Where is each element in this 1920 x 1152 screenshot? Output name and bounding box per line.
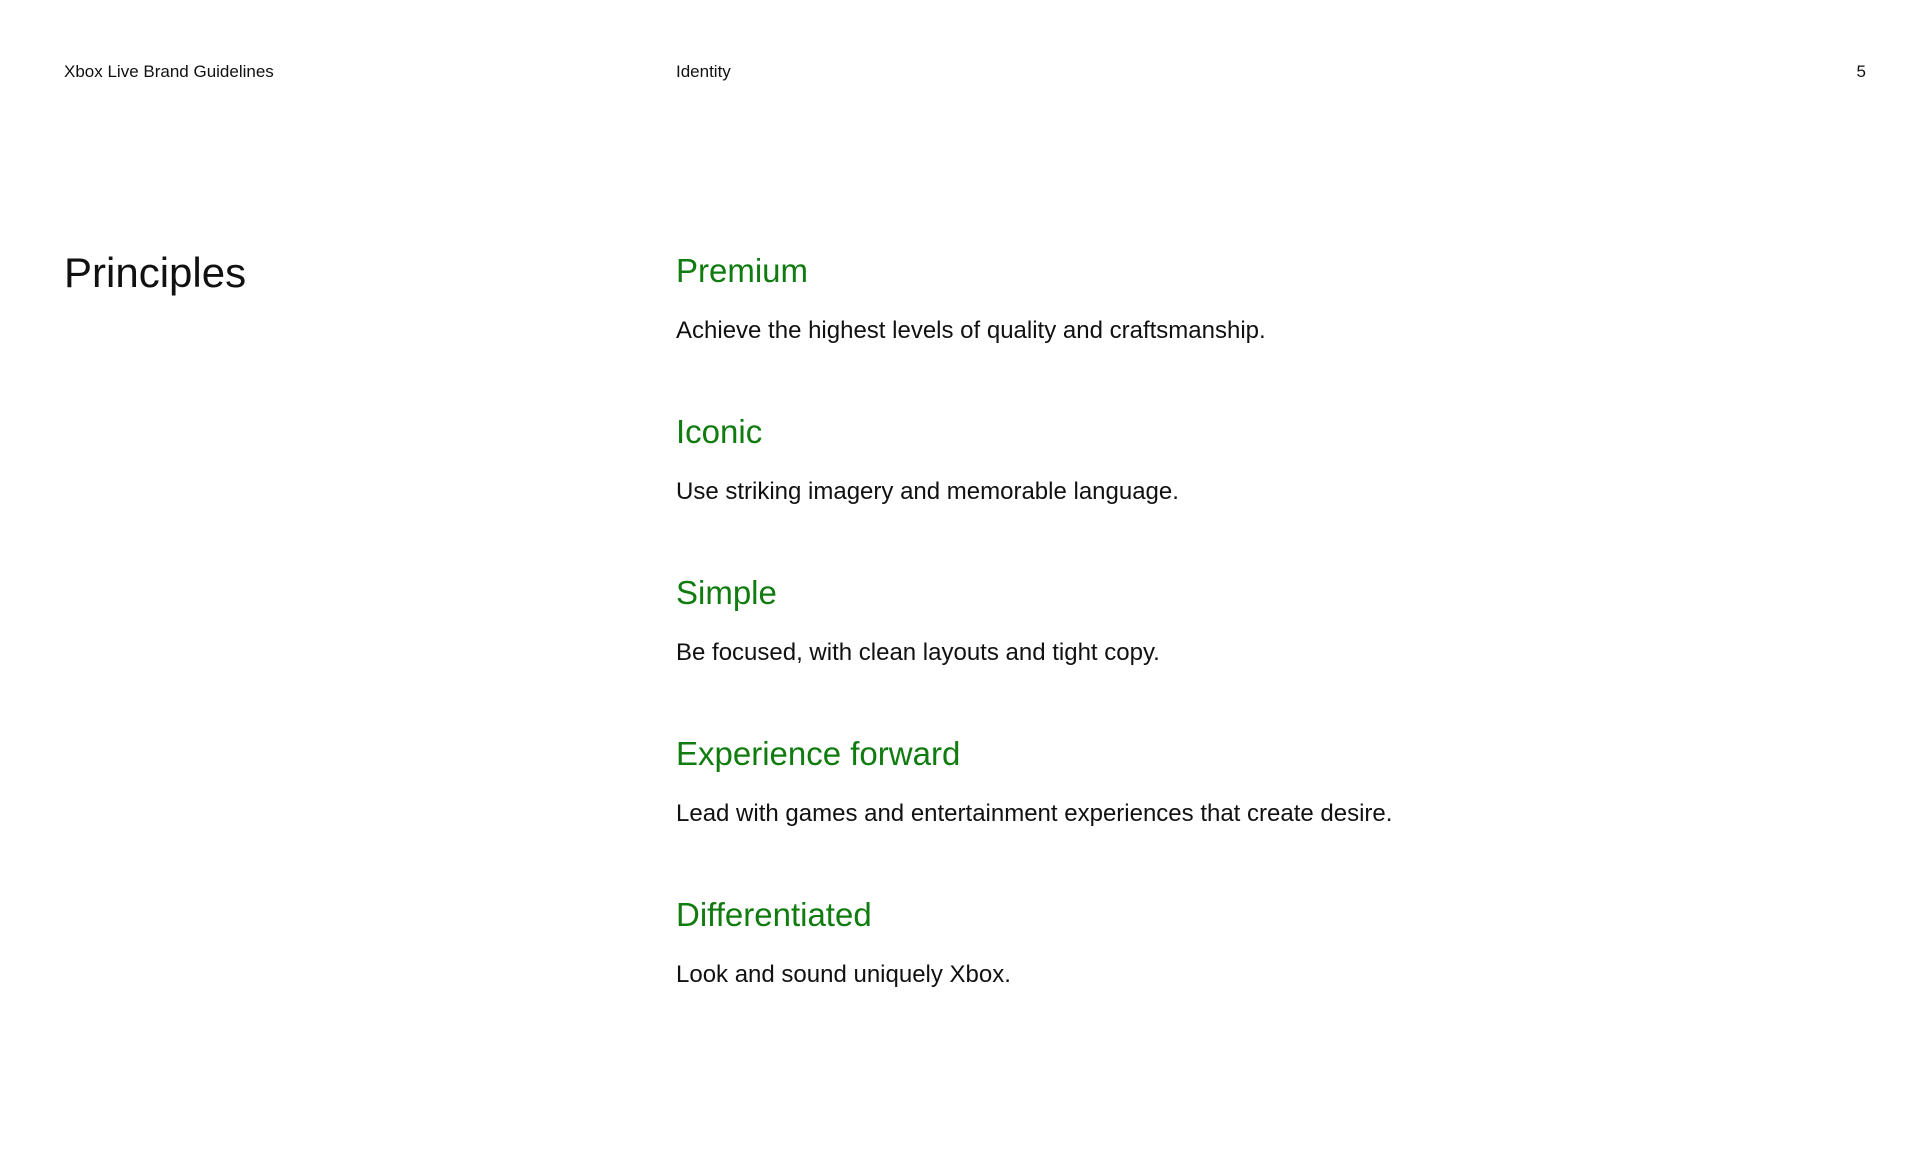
page-title: Principles bbox=[64, 249, 247, 296]
principle-heading: Experience forward bbox=[676, 735, 961, 772]
document-title: Xbox Live Brand Guidelines bbox=[64, 62, 274, 81]
principle-heading: Iconic bbox=[676, 413, 763, 450]
principle-heading: Simple bbox=[676, 574, 777, 611]
principles-list bbox=[676, 250, 1776, 1055]
principle-heading: Premium bbox=[676, 252, 809, 289]
page-number: 5 bbox=[1856, 62, 1866, 81]
principle-description: Use striking imagery and memorable language. bbox=[676, 478, 1179, 505]
section-name: Identity bbox=[676, 62, 731, 81]
principle-premium bbox=[676, 250, 1776, 411]
principle-heading: Differentiated bbox=[676, 896, 872, 933]
principle-description: Achieve the highest levels of quality and craftsmanship. bbox=[676, 317, 1266, 344]
principle-description: Look and sound uniquely Xbox. bbox=[676, 961, 1011, 988]
principle-experience-forward bbox=[676, 733, 1776, 894]
principle-description: Be focused, with clean layouts and tight copy. bbox=[676, 639, 1160, 666]
principle-differentiated bbox=[676, 894, 1776, 1055]
principle-description: Lead with games and entertainment experiences that create desire. bbox=[676, 800, 1393, 827]
principle-iconic bbox=[676, 411, 1776, 572]
principle-simple bbox=[676, 572, 1776, 733]
